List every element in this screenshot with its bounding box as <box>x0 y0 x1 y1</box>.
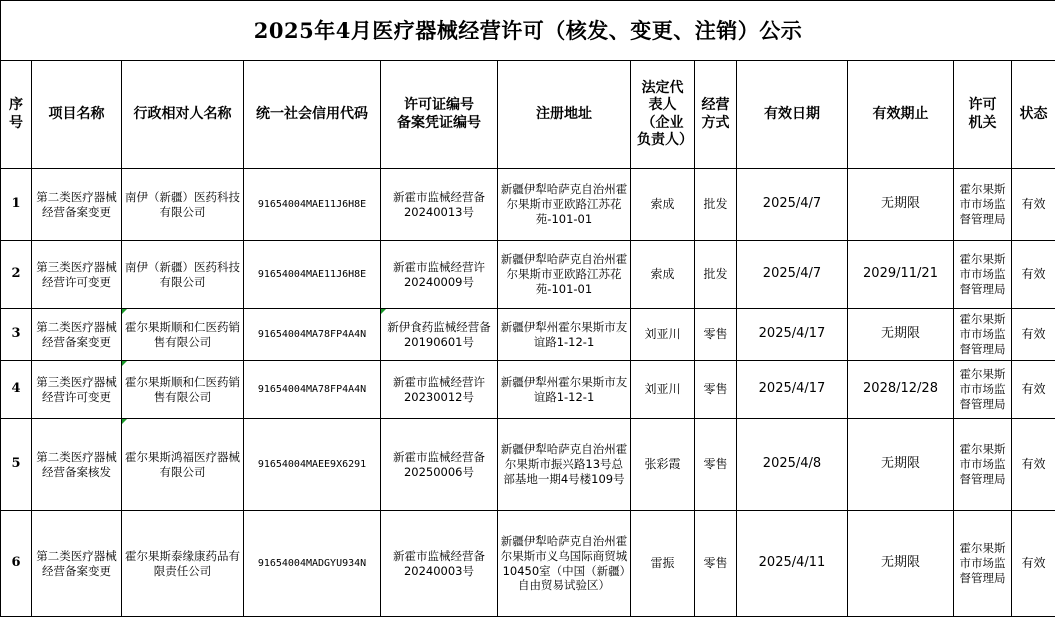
comment-marker-icon <box>122 419 127 424</box>
business-mode: 零售 <box>695 309 737 361</box>
legal-rep: 刘亚川 <box>631 309 695 361</box>
project-name: 第二类医疗器械经营备案变更 <box>32 511 122 617</box>
header-project: 项目名称 <box>32 61 122 169</box>
address: 新疆伊犁哈萨克自治州霍尔果斯市振兴路13号总部基地一期4号楼109号 <box>498 419 631 511</box>
authority: 霍尔果斯市市场监督管理局 <box>954 241 1012 309</box>
header-row <box>1 61 1055 169</box>
business-mode: 零售 <box>695 511 737 617</box>
comment-marker-icon <box>122 309 127 314</box>
authority: 霍尔果斯市市场监督管理局 <box>954 511 1012 617</box>
row-no: 2 <box>1 241 32 309</box>
credit-code: 91654004MAE11J6H8E <box>244 241 381 309</box>
project-name: 第二类医疗器械经营备案变更 <box>32 309 122 361</box>
business-mode: 零售 <box>695 419 737 511</box>
applicant-cell <box>122 361 244 419</box>
legal-rep: 雷振 <box>631 511 695 617</box>
end-date: 无期限 <box>848 309 954 361</box>
status: 有效 <box>1012 419 1055 511</box>
applicant-name: 南伊（新疆）医药科技有限公司 <box>122 169 244 241</box>
legal-rep: 索成 <box>631 241 695 309</box>
status: 有效 <box>1012 361 1055 419</box>
applicant-name: 霍尔果斯顺和仁医药销售有限公司 <box>125 375 240 404</box>
header-address: 注册地址 <box>498 61 631 169</box>
credit-code: 91654004MAE11J6H8E <box>244 169 381 241</box>
end-date: 无期限 <box>848 419 954 511</box>
table-row <box>1 241 1055 309</box>
end-date: 2028/12/28 <box>848 361 954 419</box>
authority: 霍尔果斯市市场监督管理局 <box>954 419 1012 511</box>
project-name: 第三类医疗器械经营许可变更 <box>32 361 122 419</box>
legal-rep: 索成 <box>631 169 695 241</box>
header-status: 状态 <box>1012 61 1055 169</box>
row-no: 1 <box>1 169 32 241</box>
start-date: 2025/4/17 <box>737 309 848 361</box>
address: 新疆伊犁哈萨克自治州霍尔果斯市亚欧路江苏花苑-101-01 <box>498 169 631 241</box>
license-no: 新伊食药监械经营备20190601号 <box>387 320 491 349</box>
row-no: 4 <box>1 361 32 419</box>
status: 有效 <box>1012 309 1055 361</box>
header-end-date: 有效期止 <box>848 61 954 169</box>
table-row <box>1 511 1055 617</box>
applicant-name: 霍尔果斯鸿福医疗器械有限公司 <box>125 450 240 479</box>
legal-rep: 刘亚川 <box>631 361 695 419</box>
start-date: 2025/4/8 <box>737 419 848 511</box>
applicant-cell <box>122 309 244 361</box>
status: 有效 <box>1012 169 1055 241</box>
address: 新疆伊犁州霍尔果斯市友谊路1-12-1 <box>498 309 631 361</box>
end-date: 2029/11/21 <box>848 241 954 309</box>
header-legal-rep: 法定代表人（企业负责人） <box>631 61 695 169</box>
address: 新疆伊犁哈萨克自治州霍尔果斯市义乌国际商贸城10450室（中国（新疆）自由贸易试验区） <box>498 511 631 617</box>
applicant-name: 霍尔果斯顺和仁医药销售有限公司 <box>125 320 240 349</box>
header-mode: 经营方式 <box>695 61 737 169</box>
end-date: 无期限 <box>848 169 954 241</box>
header-license-no: 许可证编号 备案凭证编号 <box>381 61 498 169</box>
start-date: 2025/4/11 <box>737 511 848 617</box>
row-no: 5 <box>1 419 32 511</box>
applicant-cell <box>122 419 244 511</box>
header-credit-code: 统一社会信用代码 <box>244 61 381 169</box>
row-no: 3 <box>1 309 32 361</box>
authority: 霍尔果斯市市场监督管理局 <box>954 361 1012 419</box>
credit-code: 91654004MA78FP4A4N <box>244 361 381 419</box>
comment-marker-icon <box>122 361 127 366</box>
license-no: 新霍市监械经营许20230012号 <box>381 361 498 419</box>
project-name: 第二类医疗器械经营备案变更 <box>32 169 122 241</box>
comment-marker-icon <box>381 309 386 314</box>
header-authority: 许可机关 <box>954 61 1012 169</box>
row-no: 6 <box>1 511 32 617</box>
start-date: 2025/4/7 <box>737 241 848 309</box>
project-name: 第三类医疗器械经营许可变更 <box>32 241 122 309</box>
business-mode: 批发 <box>695 169 737 241</box>
credit-code: 91654004MAEE9X6291 <box>244 419 381 511</box>
status: 有效 <box>1012 511 1055 617</box>
table-row <box>1 169 1055 241</box>
license-no: 新霍市监械经营备20240003号 <box>381 511 498 617</box>
end-date: 无期限 <box>848 511 954 617</box>
applicant-name: 南伊（新疆）医药科技有限公司 <box>122 241 244 309</box>
status: 有效 <box>1012 241 1055 309</box>
header-start-date: 有效日期 <box>737 61 848 169</box>
table-row <box>1 361 1055 419</box>
applicant-name: 霍尔果斯泰缘康药品有限责任公司 <box>122 511 244 617</box>
header-no: 序号 <box>1 61 32 169</box>
page-title: 2025年4月医疗器械经营许可（核发、变更、注销）公示 <box>1 1 1055 61</box>
business-mode: 零售 <box>695 361 737 419</box>
start-date: 2025/4/7 <box>737 169 848 241</box>
license-cell <box>381 309 498 361</box>
project-name: 第二类医疗器械经营备案核发 <box>32 419 122 511</box>
license-no: 新霍市监械经营备20240013号 <box>381 169 498 241</box>
table-row <box>1 419 1055 511</box>
authority: 霍尔果斯市市场监督管理局 <box>954 169 1012 241</box>
credit-code: 91654004MA78FP4A4N <box>244 309 381 361</box>
start-date: 2025/4/17 <box>737 361 848 419</box>
legal-rep: 张彩霞 <box>631 419 695 511</box>
header-name: 行政相对人名称 <box>122 61 244 169</box>
address: 新疆伊犁哈萨克自治州霍尔果斯市亚欧路江苏花苑-101-01 <box>498 241 631 309</box>
address: 新疆伊犁州霍尔果斯市友谊路1-12-1 <box>498 361 631 419</box>
credit-code: 91654004MADGYU934N <box>244 511 381 617</box>
table-row <box>1 309 1055 361</box>
authority: 霍尔果斯市市场监督管理局 <box>954 309 1012 361</box>
business-mode: 批发 <box>695 241 737 309</box>
license-no: 新霍市监械经营许20240009号 <box>381 241 498 309</box>
license-no: 新霍市监械经营备20250006号 <box>381 419 498 511</box>
